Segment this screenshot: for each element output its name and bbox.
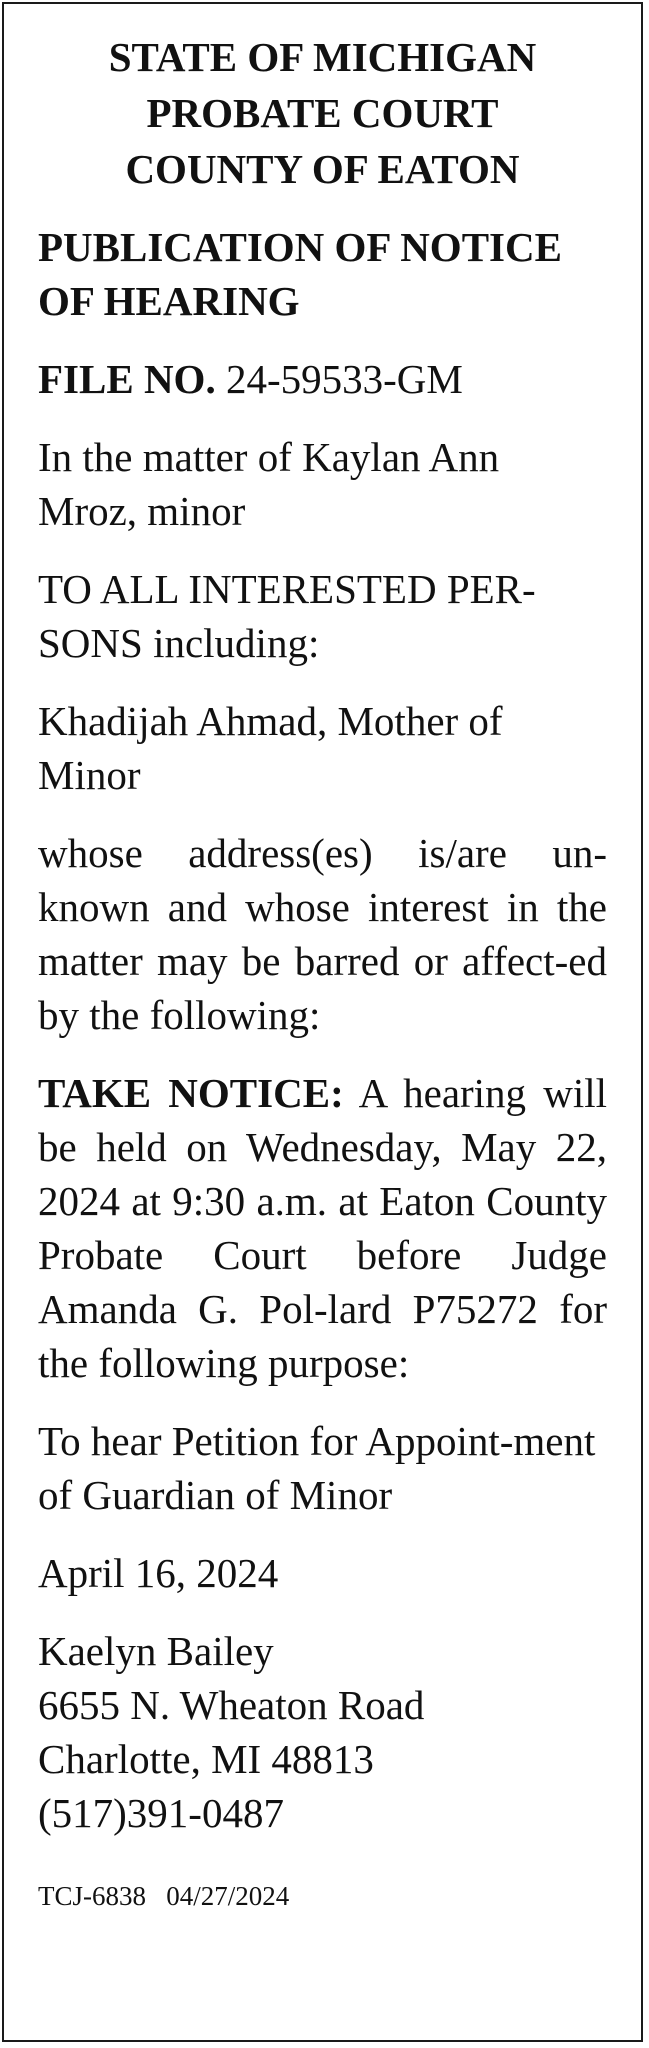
header-state: STATE OF MICHIGAN [108,34,537,80]
notice-title [38,220,607,328]
interested-person [38,694,607,802]
interested-persons [38,562,607,670]
matter-line-2: Mroz, minor [38,488,246,534]
take-notice [38,1066,607,1390]
petitioner-city: Charlotte, MI 48813 [38,1736,374,1782]
address-clause: whose address(es) is/are un-known and whose interest in the matter may be barred or affect-ed by the following: [38,830,607,1038]
header-county: COUNTY OF EATON [125,146,520,192]
court-header [38,29,607,197]
petitioner-name: Kaelyn Bailey [38,1628,274,1674]
petitioner-phone: (517)391-0487 [38,1790,284,1836]
matter-line-1: In the matter of Kaylan Ann [38,434,500,480]
interested-line-1: TO ALL INTERESTED PER- [38,566,536,612]
person-line-1: Khadijah Ahmad, Mother of [38,698,503,744]
petitioner-street: 6655 N. Wheaton Road [38,1682,425,1728]
notice-date: April 16, 2024 [38,1550,279,1596]
interested-line-2: SONS including: [38,620,320,666]
hearing-purpose: To hear Petition for Appoint-ment of Guardian of Minor [38,1418,596,1518]
legal-notice [2,2,643,2042]
take-notice-text: A hearing will be held on Wednesday, May 22, 2024 at 9:30 a.m. at Eaton County Probate Court before Judge Amanda G. Pol-lard P75272 for the following purpose: [38,1070,607,1386]
file-label: FILE NO. [38,356,216,402]
take-notice-label: TAKE NOTICE: [38,1070,344,1116]
matter-of [38,430,607,538]
publication-footer: TCJ-6838 04/27/2024 [38,1881,290,1911]
notice-body [38,29,607,1914]
file-number [38,352,607,406]
person-line-2: Minor [38,752,141,798]
header-court: PROBATE COURT [146,90,499,136]
file-value: 24-59533-GM [215,356,463,402]
title-line-1: PUBLICATION OF NOTICE [38,224,562,270]
petitioner-block [38,1624,607,1840]
title-line-2: OF HEARING [38,278,300,324]
